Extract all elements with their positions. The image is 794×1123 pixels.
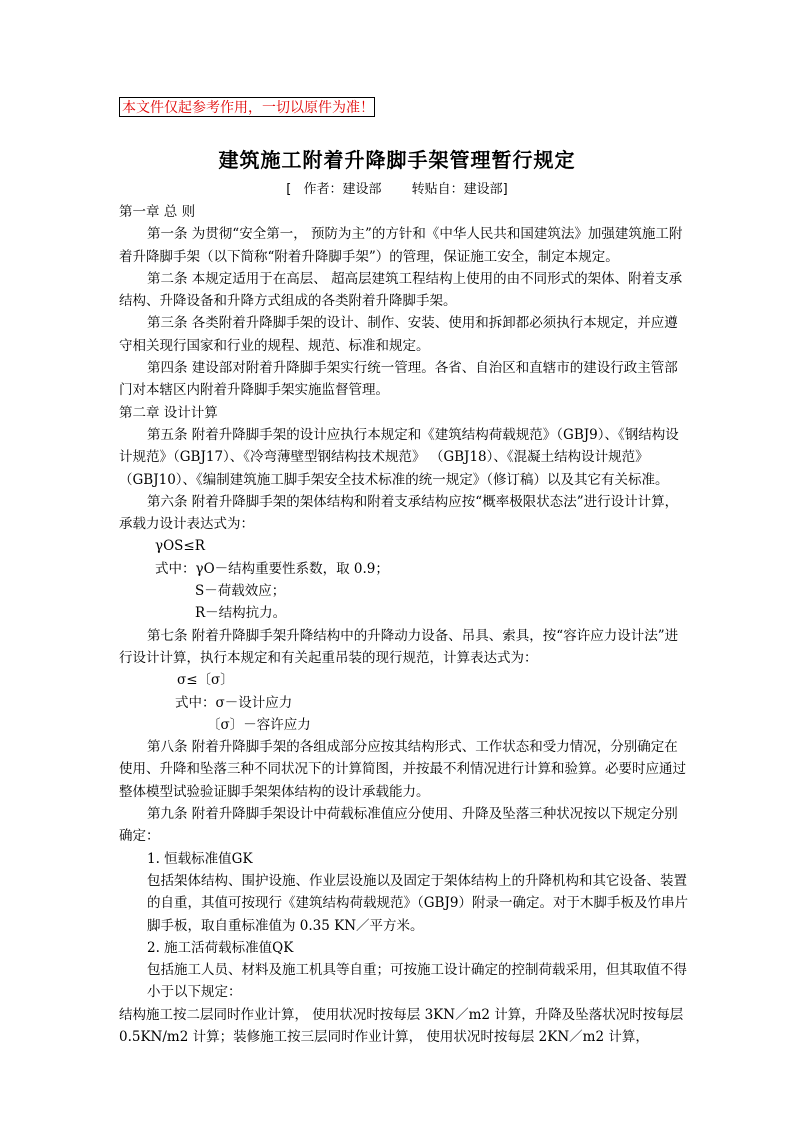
article-paragraph: 第三条 各类附着升降脚手架的设计、制作、安装、使用和拆卸都必须执行本规定，并应遵守相关现行国家和行业的规程、规范、标准和规定。 <box>119 315 678 354</box>
article-paragraph: 第八条 附着升降脚手架的各组成部分应按其结构形式、工作状态和受力情况，分别确定在使用、升降和坠落三种不同状况下的计算简图，并按最不利情况进行计算和验算。必要时应通过整体模型试验验证脚手架架体结构的设计承载能力。 <box>119 739 686 800</box>
article-paragraph: 第五条 附着升降脚手架的设计应执行本规定和《建筑结构荷载规范》（GBJ9）、《钢结构设计规范》（GBJ17）、《冷弯薄壁型钢结构技术规范》 （GBJ18）、《混凝土结构设计规范》（GBJ10）、《编制建筑施工脚手架安全技术标准的统一规定》（修订稿）以及其它有关标准。 <box>119 426 679 488</box>
formula-legend: S－荷载效应； <box>195 583 286 600</box>
byline-open: [ <box>286 182 292 197</box>
byline <box>0 180 794 200</box>
chapter-heading: 第一章 总 则 <box>119 204 196 220</box>
formula: σ≤〔σ〕 <box>177 672 234 689</box>
subsection-paragraph: 包括架体结构、围护设施、作业层设施以及固定于架体结构上的升降机构和其它设备、装置的自重，其值可按现行《建筑结构荷载规范》（GBJ9）附录一确定。对于木脚手板及竹串片脚手板，取自重标准值为 0.35 KN／平方米。 <box>147 872 688 934</box>
subsection-heading: 2. 施工活荷载标准值QK <box>147 939 294 956</box>
disclaimer-box: 本文件仅起参考作用，一切以原件为准！ <box>119 97 375 117</box>
document-title: 建筑施工附着升降脚手架管理暂行规定 <box>218 148 576 172</box>
body-paragraph: 结构施工按二层同时作业计算， 使用状况时按每层 3KN／m2 计算，升降及坠落状况时按每层 0.5KN/m2 计算；装修施工按三层同时作业计算， 使用状况时按每层 2KN／m2 计算， <box>119 1006 684 1045</box>
chapter-heading: 第二章 设计计算 <box>119 404 218 421</box>
byline-source: 转贴自：建设部] <box>411 182 508 197</box>
article-paragraph: 第一条 为贯彻“安全第一， 预防为主”的方针和《中华人民共和国建筑法》加强建筑施工附着升降脚手架（以下简称“附着升降脚手架”）的管理，保证施工安全，制定本规定。 <box>119 226 683 265</box>
article-paragraph: 第二条 本规定适用于在高层、 超高层建筑工程结构上使用的由不同形式的架体、附着支承结构、升降设备和升降方式组成的各类附着升降脚手架。 <box>119 270 683 310</box>
article-paragraph: 第四条 建设部对附着升降脚手架实行统一管理。各省、自治区和直辖市的建设行政主管部门对本辖区内附着升降脚手架实施监督管理。 <box>119 360 678 399</box>
formula-legend: R－结构抗力。 <box>195 605 287 622</box>
article-paragraph: 第九条 附着升降脚手架设计中荷载标准值应分使用、升降及坠落三种状况按以下规定分别确定： <box>119 806 678 845</box>
document-body <box>119 201 689 1048</box>
byline-author: 作者：建设部 <box>303 182 382 197</box>
subsection-heading: 1. 恒载标准值GK <box>147 850 253 867</box>
article-paragraph: 第七条 附着升降脚手架升降结构中的升降动力设备、吊具、索具，按“容许应力设计法”进行设计计算，执行本规定和有关起重吊装的现行规范，计算表达式为： <box>119 627 679 666</box>
article-paragraph: 第六条 附着升降脚手架的架体结构和附着支承结构应按“概率极限状态法”进行设计计算， 承载力设计表达式为： <box>119 493 679 533</box>
formula: γOS≤R <box>155 538 205 555</box>
subsection-paragraph: 包括施工人员、材料及施工机具等自重；可按施工设计确定的控制荷载采用，但其取值不得小于以下规定： <box>147 962 687 1001</box>
formula-legend: 式中：γO－结构重要性系数，取 0.9； <box>155 560 389 577</box>
formula-legend: 〔σ〕－容许应力 <box>207 716 311 733</box>
formula-legend: 式中：σ－设计应力 <box>175 694 293 711</box>
